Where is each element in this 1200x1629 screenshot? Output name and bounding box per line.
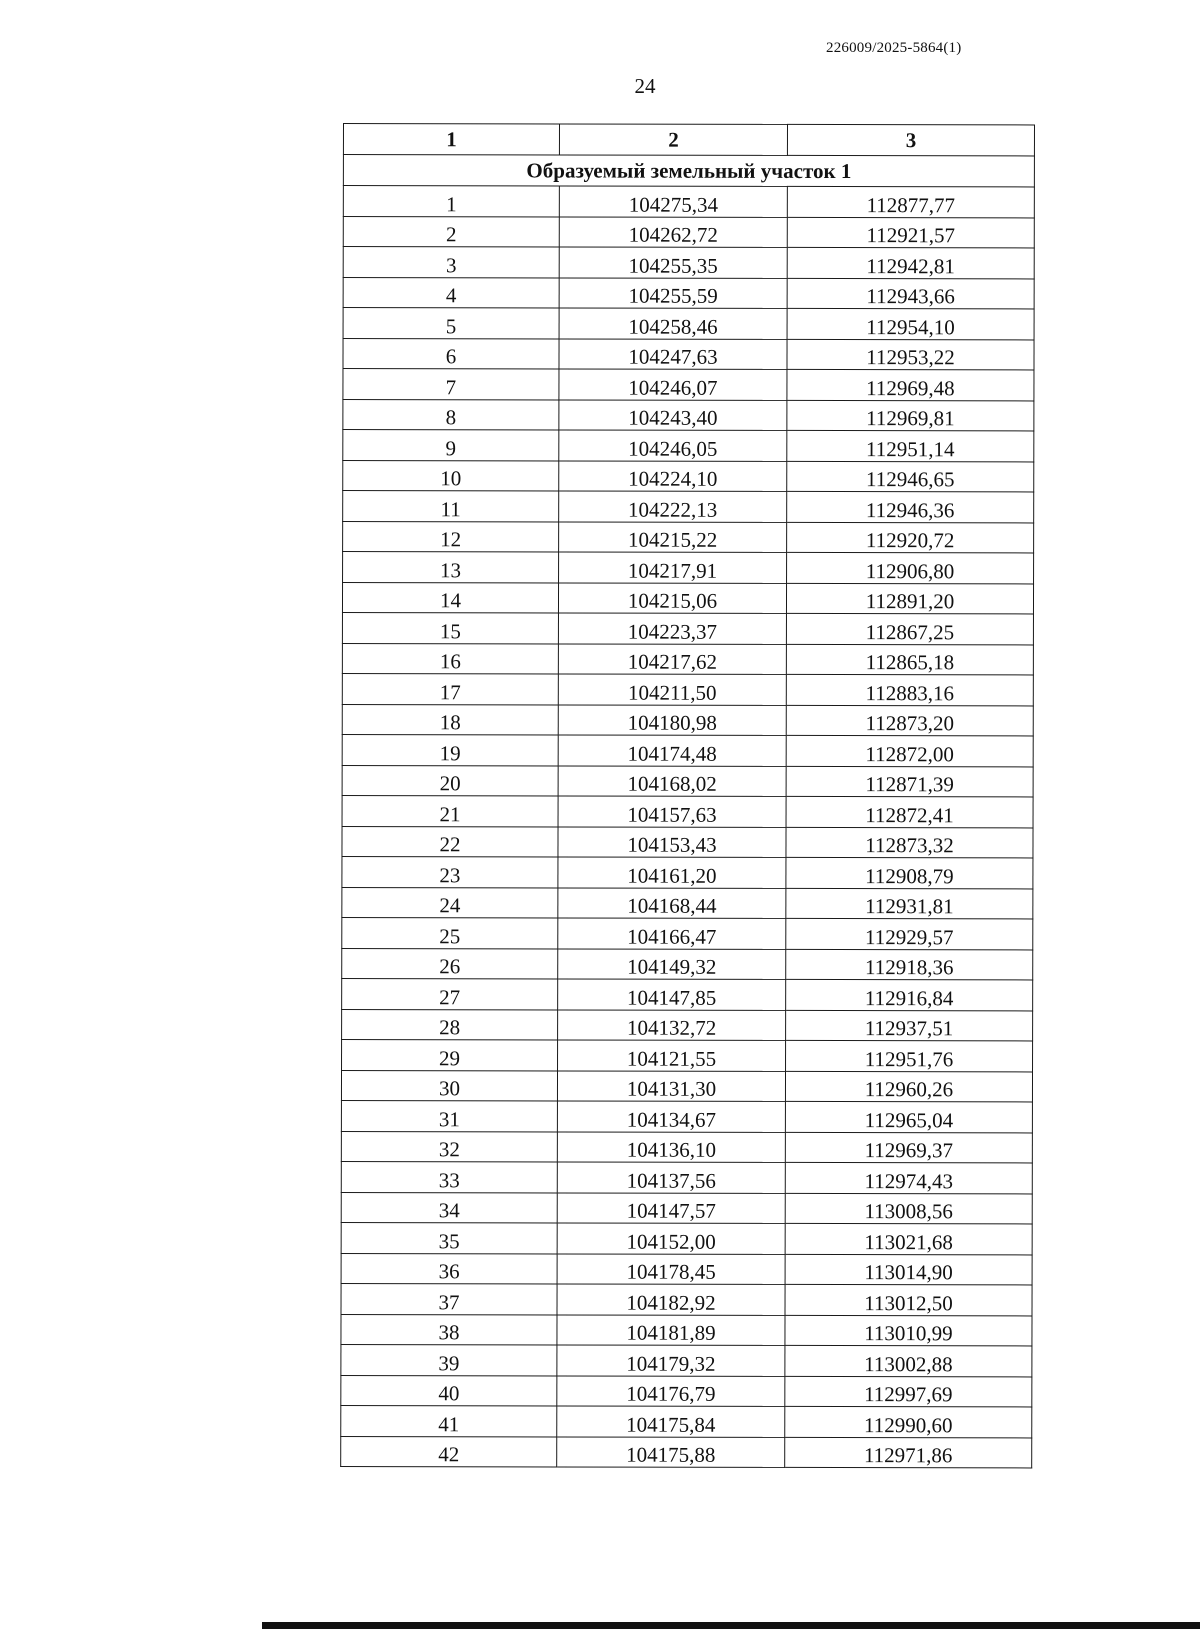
y-coordinate-cell: 112920,72: [787, 522, 1034, 553]
table-row: [342, 765, 1033, 797]
y-coordinate-cell: 112867,25: [786, 613, 1033, 644]
y-coordinate-cell: 112971,86: [785, 1437, 1032, 1468]
table-row: [341, 1283, 1032, 1315]
y-coordinate-cell: 112908,79: [786, 857, 1033, 888]
table-row: [342, 856, 1033, 888]
table-row: [342, 826, 1033, 858]
table-header-row: [343, 124, 1034, 156]
y-coordinate-cell: 112865,18: [786, 644, 1033, 675]
table-row: [343, 216, 1034, 248]
point-number-cell: 16: [342, 643, 558, 674]
y-coordinate-cell: 112931,81: [786, 888, 1033, 919]
point-number-cell: 4: [343, 277, 559, 308]
section-title: Образуемый земельный участок 1: [343, 155, 1034, 187]
y-coordinate-cell: 112960,26: [785, 1071, 1032, 1102]
point-number-cell: 24: [342, 887, 558, 918]
section-title-row: [343, 155, 1034, 187]
point-number-cell: 12: [343, 521, 559, 552]
y-coordinate-cell: 112954,10: [787, 308, 1034, 339]
y-coordinate-cell: 112951,76: [786, 1040, 1033, 1071]
x-coordinate-cell: 104147,85: [558, 979, 786, 1010]
x-coordinate-cell: 104179,32: [557, 1345, 785, 1376]
x-coordinate-cell: 104255,59: [559, 277, 787, 308]
point-number-cell: 14: [342, 582, 558, 613]
y-coordinate-cell: 112997,69: [785, 1376, 1032, 1407]
table-row: [343, 308, 1034, 340]
x-coordinate-cell: 104247,63: [559, 338, 787, 369]
y-coordinate-cell: 113012,50: [785, 1284, 1032, 1315]
table-row: [342, 887, 1033, 919]
table-row: [342, 917, 1033, 949]
x-coordinate-cell: 104166,47: [558, 918, 786, 949]
y-coordinate-cell: 112969,37: [785, 1132, 1032, 1163]
point-number-cell: 20: [342, 765, 558, 796]
point-number-cell: 27: [342, 978, 558, 1009]
y-coordinate-cell: 112873,32: [786, 827, 1033, 858]
x-coordinate-cell: 104153,43: [558, 826, 786, 857]
y-coordinate-cell: 113008,56: [785, 1193, 1032, 1224]
table-row: [343, 399, 1034, 431]
table-row: [341, 1161, 1032, 1193]
x-coordinate-cell: 104182,92: [557, 1284, 785, 1315]
coordinates-table: [340, 123, 1035, 1468]
table-row: [342, 704, 1033, 736]
x-coordinate-cell: 104168,44: [558, 887, 786, 918]
y-coordinate-cell: 112990,60: [785, 1406, 1032, 1437]
x-coordinate-cell: 104161,20: [558, 857, 786, 888]
point-number-cell: 6: [343, 338, 559, 369]
x-coordinate-cell: 104246,05: [559, 430, 787, 461]
table-row: [343, 430, 1034, 462]
y-coordinate-cell: 112953,22: [787, 339, 1034, 370]
x-coordinate-cell: 104175,88: [557, 1436, 785, 1467]
y-coordinate-cell: 113014,90: [785, 1254, 1032, 1285]
point-number-cell: 10: [343, 460, 559, 491]
x-coordinate-cell: 104121,55: [558, 1040, 786, 1071]
point-number-cell: 31: [341, 1100, 557, 1131]
y-coordinate-cell: 112929,57: [786, 918, 1033, 949]
point-number-cell: 13: [343, 552, 559, 583]
y-coordinate-cell: 112891,20: [786, 583, 1033, 614]
table-row: [341, 1314, 1032, 1346]
y-coordinate-cell: 112916,84: [786, 979, 1033, 1010]
table-row: [341, 1222, 1032, 1254]
x-coordinate-cell: 104131,30: [557, 1070, 785, 1101]
table-row: [341, 1070, 1032, 1102]
point-number-cell: 7: [343, 369, 559, 400]
table-row: [343, 247, 1034, 279]
header-cell: 2: [559, 124, 787, 155]
point-number-cell: 39: [341, 1344, 557, 1375]
y-coordinate-cell: 113010,99: [785, 1315, 1032, 1346]
table-row: [341, 1375, 1032, 1407]
point-number-cell: 36: [341, 1253, 557, 1284]
point-number-cell: 22: [342, 826, 558, 857]
table-row: [342, 613, 1033, 645]
x-coordinate-cell: 104211,50: [558, 674, 786, 705]
table-row: [341, 1100, 1032, 1132]
table-row: [342, 948, 1033, 980]
point-number-cell: 5: [343, 308, 559, 339]
y-coordinate-cell: 112883,16: [786, 674, 1033, 705]
table-row: [341, 1253, 1032, 1285]
x-coordinate-cell: 104175,84: [557, 1406, 785, 1437]
point-number-cell: 21: [342, 795, 558, 826]
point-number-cell: 11: [343, 491, 559, 522]
point-number-cell: 32: [341, 1131, 557, 1162]
x-coordinate-cell: 104224,10: [559, 460, 787, 491]
x-coordinate-cell: 104178,45: [557, 1253, 785, 1284]
y-coordinate-cell: 112921,57: [787, 217, 1034, 248]
y-coordinate-cell: 112872,41: [786, 796, 1033, 827]
document-number: 226009/2025-5864(1): [826, 40, 962, 56]
x-coordinate-cell: 104157,63: [558, 796, 786, 827]
x-coordinate-cell: 104147,57: [557, 1192, 785, 1223]
point-number-cell: 41: [341, 1405, 557, 1436]
point-number-cell: 9: [343, 430, 559, 461]
point-number-cell: 18: [342, 704, 558, 735]
point-number-cell: 38: [341, 1314, 557, 1345]
x-coordinate-cell: 104215,22: [559, 521, 787, 552]
table-row: [342, 734, 1033, 766]
point-number-cell: 29: [342, 1039, 558, 1070]
point-number-cell: 23: [342, 856, 558, 887]
table-row: [341, 1436, 1032, 1468]
x-coordinate-cell: 104180,98: [558, 704, 786, 735]
x-coordinate-cell: 104217,91: [559, 552, 787, 583]
x-coordinate-cell: 104152,00: [557, 1223, 785, 1254]
x-coordinate-cell: 104181,89: [557, 1314, 785, 1345]
table-row: [342, 582, 1033, 614]
x-coordinate-cell: 104217,62: [558, 643, 786, 674]
x-coordinate-cell: 104176,79: [557, 1375, 785, 1406]
y-coordinate-cell: 112946,36: [787, 491, 1034, 522]
table-row: [343, 277, 1034, 309]
y-coordinate-cell: 112946,65: [787, 461, 1034, 492]
table-row: [343, 460, 1034, 492]
point-number-cell: 15: [342, 613, 558, 644]
y-coordinate-cell: 112937,51: [786, 1010, 1033, 1041]
header-cell: 3: [787, 124, 1034, 156]
page-number: 24: [634, 74, 656, 98]
x-coordinate-cell: 104132,72: [558, 1009, 786, 1040]
point-number-cell: 2: [343, 216, 559, 247]
y-coordinate-cell: 112969,48: [787, 369, 1034, 400]
y-coordinate-cell: 112873,20: [786, 705, 1033, 736]
coordinates-table-body: [341, 124, 1035, 1468]
table-row: [341, 1344, 1032, 1376]
x-coordinate-cell: 104149,32: [558, 948, 786, 979]
table-row: [342, 673, 1033, 705]
point-number-cell: 19: [342, 734, 558, 765]
y-coordinate-cell: 113002,88: [785, 1345, 1032, 1376]
header-cell: 1: [343, 124, 559, 155]
point-number-cell: 3: [343, 247, 559, 278]
y-coordinate-cell: 112974,43: [785, 1162, 1032, 1193]
table-row: [343, 186, 1034, 218]
table-row: [343, 491, 1034, 523]
point-number-cell: 1: [343, 186, 559, 217]
y-coordinate-cell: 112871,39: [786, 766, 1033, 797]
table-row: [341, 1192, 1032, 1224]
x-coordinate-cell: 104243,40: [559, 399, 787, 430]
x-coordinate-cell: 104174,48: [558, 735, 786, 766]
point-number-cell: 40: [341, 1375, 557, 1406]
y-coordinate-cell: 112877,77: [787, 186, 1034, 217]
scan-edge-bar: [262, 1622, 1200, 1629]
x-coordinate-cell: 104246,07: [559, 369, 787, 400]
table-row: [343, 338, 1034, 370]
point-number-cell: 37: [341, 1283, 557, 1314]
x-coordinate-cell: 104134,67: [557, 1101, 785, 1132]
table-row: [342, 643, 1033, 675]
y-coordinate-cell: 112951,14: [787, 430, 1034, 461]
y-coordinate-cell: 112969,81: [787, 400, 1034, 431]
y-coordinate-cell: 112906,80: [787, 552, 1034, 583]
table-row: [343, 369, 1034, 401]
y-coordinate-cell: 112965,04: [785, 1101, 1032, 1132]
x-coordinate-cell: 104137,56: [557, 1162, 785, 1193]
table-row: [342, 1039, 1033, 1071]
table-row: [342, 795, 1033, 827]
x-coordinate-cell: 104222,13: [559, 491, 787, 522]
x-coordinate-cell: 104275,34: [559, 186, 787, 217]
table-row: [341, 1405, 1032, 1437]
table-row: [341, 1131, 1032, 1163]
y-coordinate-cell: 112942,81: [787, 247, 1034, 278]
point-number-cell: 33: [341, 1161, 557, 1192]
table-row: [342, 1009, 1033, 1041]
table-row: [343, 521, 1034, 553]
table-row: [343, 552, 1034, 584]
x-coordinate-cell: 104223,37: [558, 613, 786, 644]
x-coordinate-cell: 104215,06: [558, 582, 786, 613]
y-coordinate-cell: 112918,36: [786, 949, 1033, 980]
point-number-cell: 42: [341, 1436, 557, 1467]
point-number-cell: 28: [342, 1009, 558, 1040]
point-number-cell: 34: [341, 1192, 557, 1223]
y-coordinate-cell: 112943,66: [787, 278, 1034, 309]
point-number-cell: 25: [342, 917, 558, 948]
point-number-cell: 35: [341, 1222, 557, 1253]
x-coordinate-cell: 104262,72: [559, 216, 787, 247]
table-row: [342, 978, 1033, 1010]
point-number-cell: 8: [343, 399, 559, 430]
point-number-cell: 30: [341, 1070, 557, 1101]
x-coordinate-cell: 104168,02: [558, 765, 786, 796]
point-number-cell: 26: [342, 948, 558, 979]
y-coordinate-cell: 113021,68: [785, 1223, 1032, 1254]
x-coordinate-cell: 104136,10: [557, 1131, 785, 1162]
x-coordinate-cell: 104255,35: [559, 247, 787, 278]
point-number-cell: 17: [342, 673, 558, 704]
x-coordinate-cell: 104258,46: [559, 308, 787, 339]
y-coordinate-cell: 112872,00: [786, 735, 1033, 766]
